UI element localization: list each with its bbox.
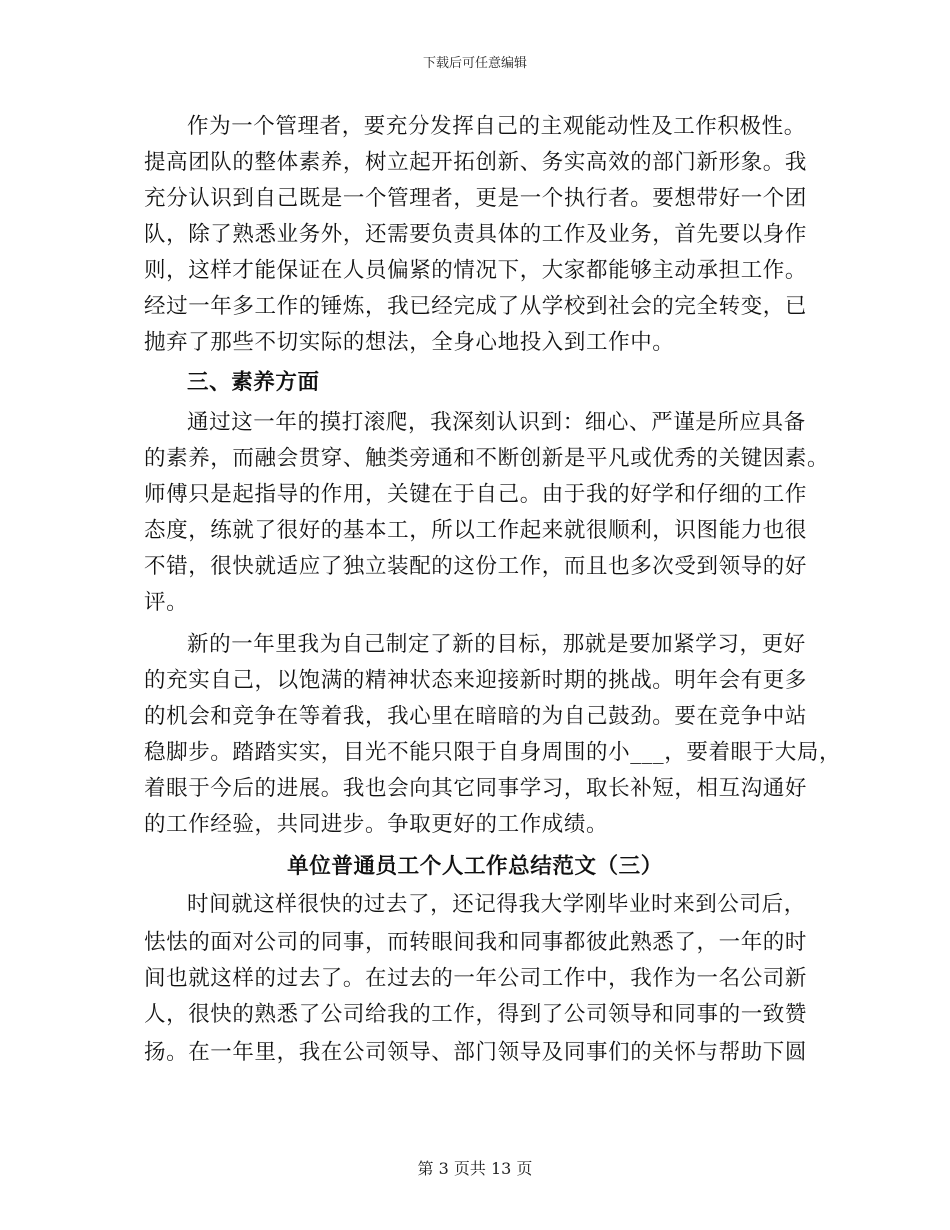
paragraph-line: 时间就这样很快的过去了，还记得我大学刚毕业时来到公司后， bbox=[187, 892, 806, 917]
paragraph-line: 经过一年多工作的锤炼，我已经完成了从学校到社会的完全转变，已 bbox=[144, 294, 808, 319]
paragraph-line: 新的一年里我为自己制定了新的目标，那就是要加紧学习，更好 bbox=[187, 632, 806, 657]
paragraph-line: 充分认识到自己既是一个管理者，更是一个执行者。要想带好一个团 bbox=[144, 186, 808, 211]
paragraph-line: 作为一个管理者，要充分发挥自己的主观能动性及工作积极性。 bbox=[187, 114, 806, 139]
page-footer: 第 3 页共 13 页 bbox=[417, 1159, 533, 1178]
paragraph-line: 评。 bbox=[144, 590, 189, 615]
paragraph-line: 人，很快的熟悉了公司给我的工作，得到了公司领导和同事的一致赞 bbox=[144, 1002, 808, 1027]
paragraph-line: 师傅只是起指导的作用，关键在于自己。由于我的好学和仔细的工作 bbox=[144, 482, 808, 507]
paragraph-line: 的机会和竞争在等着我，我心里在暗暗的为自己鼓劲。要在竞争中站 bbox=[144, 704, 808, 729]
paragraph-line: 队，除了熟悉业务外，还需要负责具体的工作及业务，首先要以身作 bbox=[144, 222, 808, 247]
paragraph-line: 提高团队的整体素养，树立起开拓创新、务实高效的部门新形象。我 bbox=[144, 150, 808, 175]
paragraph-line: 稳脚步。踏踏实实，目光不能只限于自身周围的小___，要着眼于大局， bbox=[144, 740, 842, 765]
paragraph-line: 抛弃了那些不切实际的想法，全身心地投入到工作中。 bbox=[144, 330, 675, 355]
paragraph-line: 通过这一年的摸打滚爬，我深刻认识到：细心、严谨是所应具备 bbox=[187, 410, 806, 435]
paragraph-line: 态度，练就了很好的基本工，所以工作起来就很顺利，识图能力也很 bbox=[144, 518, 808, 543]
page-header: 下载后可任意编辑 bbox=[422, 56, 527, 71]
paragraph-line: 间也就这样的过去了。在过去的一年公司工作中，我作为一名公司新 bbox=[144, 966, 808, 991]
paragraph-line: 扬。在一年里，我在公司领导、部门领导及同事们的关怀与帮助下圆 bbox=[144, 1040, 808, 1065]
paragraph-line: 的工作经验，共同进步。争取更好的工作成绩。 bbox=[144, 812, 609, 837]
paragraph-line: 着眼于今后的进展。我也会向其它同事学习，取长补短，相互沟通好 bbox=[144, 776, 808, 801]
paragraph-line: 则，这样才能保证在人员偏紧的情况下，大家都能够主动承担工作。 bbox=[144, 258, 808, 283]
section-title: 单位普通员工个人工作总结范文（三） bbox=[287, 854, 663, 879]
paragraph-line: 不错，很快就适应了独立装配的这份工作，而且也多次受到领导的好 bbox=[144, 554, 808, 579]
section-heading: 三、素养方面 bbox=[187, 370, 320, 395]
paragraph-line: 怯怯的面对公司的同事，而转眼间我和同事都彼此熟悉了，一年的时 bbox=[144, 930, 808, 955]
paragraph-line: 的充实自己，以饱满的精神状态来迎接新时期的挑战。明年会有更多 bbox=[144, 668, 808, 693]
paragraph-line: 的素养，而融会贯穿、触类旁通和不断创新是平凡或优秀的关键因素。 bbox=[144, 446, 830, 471]
